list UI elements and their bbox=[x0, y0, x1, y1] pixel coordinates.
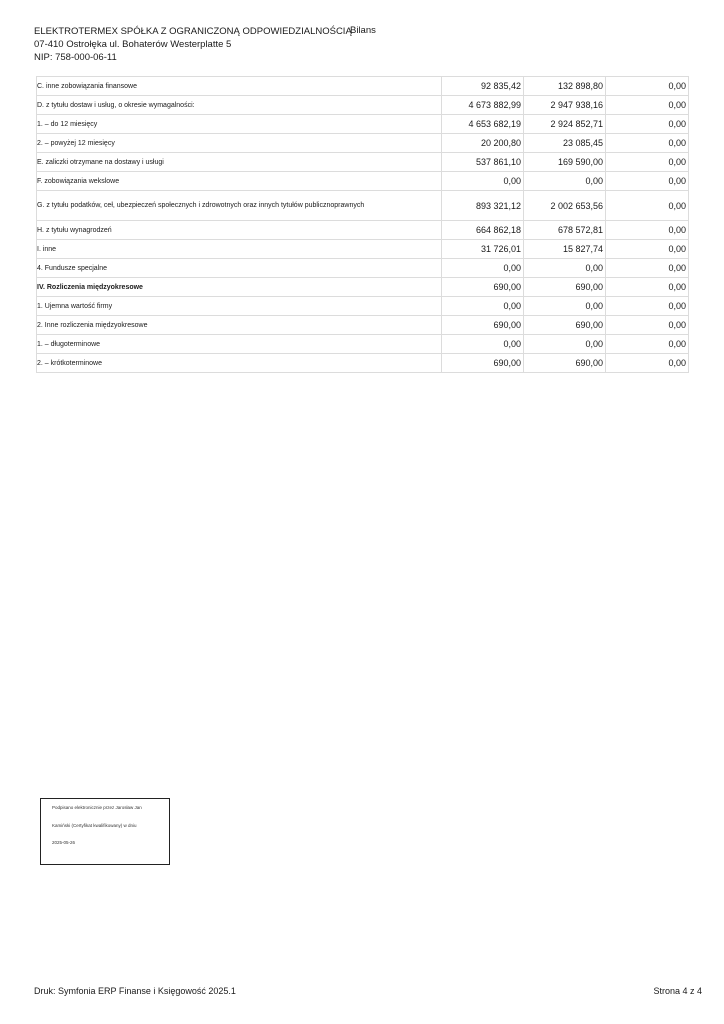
row-label: H. z tytułu wynagrodzeń bbox=[37, 221, 442, 240]
company-address: 07-410 Ostrołęka ul. Bohaterów Westerplatte 5 bbox=[34, 39, 232, 50]
value-cell: 132 898,80 bbox=[524, 77, 606, 96]
value-cell: 690,00 bbox=[442, 316, 524, 335]
table-row bbox=[37, 259, 689, 278]
value-cell: 169 590,00 bbox=[524, 153, 606, 172]
table-row bbox=[37, 278, 689, 297]
value-cell: 92 835,42 bbox=[442, 77, 524, 96]
value-cell: 0,00 bbox=[442, 297, 524, 316]
value-cell: 0,00 bbox=[524, 259, 606, 278]
company-header bbox=[34, 25, 352, 64]
value-cell: 678 572,81 bbox=[524, 221, 606, 240]
value-cell: 0,00 bbox=[606, 172, 689, 191]
value-cell: 0,00 bbox=[524, 297, 606, 316]
value-cell: 0,00 bbox=[442, 259, 524, 278]
value-cell: 0,00 bbox=[606, 115, 689, 134]
row-label: 1. – do 12 miesięcy bbox=[37, 115, 442, 134]
table-row bbox=[37, 77, 689, 96]
value-cell: 0,00 bbox=[606, 297, 689, 316]
table-row bbox=[37, 172, 689, 191]
value-cell: 0,00 bbox=[606, 191, 689, 221]
table-row bbox=[37, 316, 689, 335]
value-cell: 0,00 bbox=[606, 134, 689, 153]
value-cell: 2 924 852,71 bbox=[524, 115, 606, 134]
signature-line-1: Podpisano elektronicznie przez Jarosław Jan bbox=[52, 805, 142, 810]
value-cell: 4 673 882,99 bbox=[442, 96, 524, 115]
table-row bbox=[37, 96, 689, 115]
table-row bbox=[37, 191, 689, 221]
value-cell: 0,00 bbox=[524, 172, 606, 191]
value-cell: 0,00 bbox=[606, 335, 689, 354]
value-cell: 0,00 bbox=[524, 335, 606, 354]
value-cell: 0,00 bbox=[606, 316, 689, 335]
table-row bbox=[37, 221, 689, 240]
document-title: Bilans bbox=[350, 25, 376, 36]
value-cell: 664 862,18 bbox=[442, 221, 524, 240]
balance-sheet-table bbox=[36, 76, 689, 373]
row-label: 2. – krótkoterminowe bbox=[37, 354, 442, 373]
table-row bbox=[37, 335, 689, 354]
value-cell: 0,00 bbox=[442, 335, 524, 354]
value-cell: 4 653 682,19 bbox=[442, 115, 524, 134]
print-footer: Druk: Symfonia ERP Finanse i Księgowość 2025.1 bbox=[34, 986, 236, 996]
value-cell: 0,00 bbox=[606, 96, 689, 115]
value-cell: 0,00 bbox=[606, 354, 689, 373]
row-label: 2. Inne rozliczenia międzyokresowe bbox=[37, 316, 442, 335]
row-label: IV. Rozliczenia międzyokresowe bbox=[37, 278, 442, 297]
signature-date: 2025-05-26 bbox=[52, 840, 76, 845]
table-row bbox=[37, 297, 689, 316]
row-label: 2. – powyżej 12 miesięcy bbox=[37, 134, 442, 153]
table-row bbox=[37, 134, 689, 153]
row-label: C. inne zobowiązania finansowe bbox=[37, 77, 442, 96]
value-cell: 2 002 653,56 bbox=[524, 191, 606, 221]
value-cell: 537 861,10 bbox=[442, 153, 524, 172]
value-cell: 23 085,45 bbox=[524, 134, 606, 153]
row-label: F. zobowiązania wekslowe bbox=[37, 172, 442, 191]
value-cell: 0,00 bbox=[606, 278, 689, 297]
value-cell: 690,00 bbox=[524, 278, 606, 297]
value-cell: 2 947 938,16 bbox=[524, 96, 606, 115]
value-cell: 0,00 bbox=[606, 77, 689, 96]
value-cell: 20 200,80 bbox=[442, 134, 524, 153]
row-label: 4. Fundusze specjalne bbox=[37, 259, 442, 278]
value-cell: 0,00 bbox=[606, 221, 689, 240]
value-cell: 31 726,01 bbox=[442, 240, 524, 259]
value-cell: 690,00 bbox=[524, 316, 606, 335]
value-cell: 690,00 bbox=[524, 354, 606, 373]
value-cell: 0,00 bbox=[606, 259, 689, 278]
row-label: I. inne bbox=[37, 240, 442, 259]
company-name: ELEKTROTERMEX SPÓŁKA Z OGRANICZONĄ ODPOWIEDZIALNOŚCIĄ bbox=[34, 26, 352, 37]
value-cell: 0,00 bbox=[442, 172, 524, 191]
table-row bbox=[37, 354, 689, 373]
value-cell: 690,00 bbox=[442, 278, 524, 297]
value-cell: 15 827,74 bbox=[524, 240, 606, 259]
table-row bbox=[37, 240, 689, 259]
page-number: Strona 4 z 4 bbox=[653, 986, 702, 996]
table-row bbox=[37, 153, 689, 172]
table-row bbox=[37, 115, 689, 134]
row-label: 1. – długoterminowe bbox=[37, 335, 442, 354]
value-cell: 0,00 bbox=[606, 240, 689, 259]
row-label: G. z tytułu podatków, ceł, ubezpieczeń społecznych i zdrowotnych oraz innych tytułów publicznoprawnych bbox=[37, 191, 442, 221]
value-cell: 690,00 bbox=[442, 354, 524, 373]
signature-line-2: Kamiński (Certyfikat kwalifikowany) w dniu bbox=[52, 823, 137, 828]
value-cell: 0,00 bbox=[606, 153, 689, 172]
row-label: 1. Ujemna wartość firmy bbox=[37, 297, 442, 316]
row-label: D. z tytułu dostaw i usług, o okresie wymagalności: bbox=[37, 96, 442, 115]
row-label: E. zaliczki otrzymane na dostawy i usługi bbox=[37, 153, 442, 172]
company-nip: NIP: 758-000-06-11 bbox=[34, 52, 117, 63]
value-cell: 893 321,12 bbox=[442, 191, 524, 221]
electronic-signature-box bbox=[40, 798, 170, 865]
